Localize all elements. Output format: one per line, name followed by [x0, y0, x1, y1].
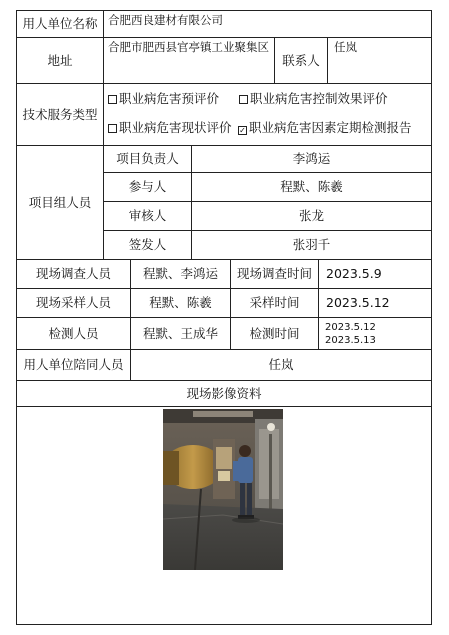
- site-photo: [163, 409, 283, 570]
- contact-value: 任岚: [334, 40, 357, 54]
- unit-name-value: 合肥西良建材有限公司: [108, 13, 223, 27]
- service-option-pre-assessment[interactable]: 职业病危害预评价: [108, 92, 219, 106]
- team-member: 程默、陈羲: [280, 179, 343, 194]
- sampling-staff-value: 程默、陈羲: [149, 295, 212, 310]
- service-type-label: 技术服务类型: [22, 106, 98, 122]
- sampling-time-label: 采样时间: [249, 295, 300, 310]
- team-member: 张羽千: [292, 237, 331, 252]
- team-role: 签发人: [128, 237, 167, 252]
- survey-time-label: 现场调查时间: [236, 266, 312, 281]
- checkbox-icon: [108, 95, 117, 104]
- testing-date-start: 2023.5.12: [325, 321, 376, 333]
- sampling-time-value: 2023.5.12: [326, 295, 390, 310]
- checkbox-icon: [108, 124, 117, 133]
- testing-staff-label: 检测人员: [48, 325, 99, 341]
- contact-label: 联系人: [282, 52, 320, 68]
- address-value: 合肥市肥西县官亭镇工业聚集区: [108, 40, 269, 54]
- address-label: 地址: [47, 52, 73, 68]
- team-role: 参与人: [128, 179, 167, 194]
- escort-label: 用人单位陪同人员: [23, 357, 124, 372]
- survey-staff-label: 现场调查人员: [35, 266, 111, 281]
- checked-checkbox-icon: ✓: [239, 126, 246, 135]
- images-label: 现场影像资料: [186, 385, 262, 401]
- testing-time-label: 检测时间: [249, 325, 300, 341]
- survey-time-value: 2023.5.9: [326, 266, 382, 281]
- survey-staff-value: 程默、李鸿运: [142, 266, 218, 281]
- service-option-periodic-testing[interactable]: ✓ 职业病危害因素定期检测报告: [239, 120, 412, 135]
- escort-value: 任岚: [268, 357, 294, 372]
- service-option-control-effect[interactable]: 职业病危害控制效果评价: [239, 92, 388, 106]
- testing-staff-value: 程默、王成华: [142, 325, 218, 341]
- team-role: 审核人: [128, 208, 167, 223]
- checkbox-icon: [239, 95, 248, 104]
- team-label: 项目组人员: [28, 194, 92, 210]
- service-option-status-assessment[interactable]: 职业病危害现状评价: [108, 121, 232, 135]
- team-member: 李鸿运: [292, 151, 331, 166]
- team-member: 张龙: [298, 208, 324, 223]
- testing-time-value: [319, 318, 431, 349]
- team-role: 项目负责人: [116, 151, 179, 166]
- testing-date-end: 2023.5.13: [325, 334, 376, 346]
- sampling-staff-label: 现场采样人员: [35, 295, 111, 310]
- unit-name-label: 用人单位名称: [22, 16, 98, 31]
